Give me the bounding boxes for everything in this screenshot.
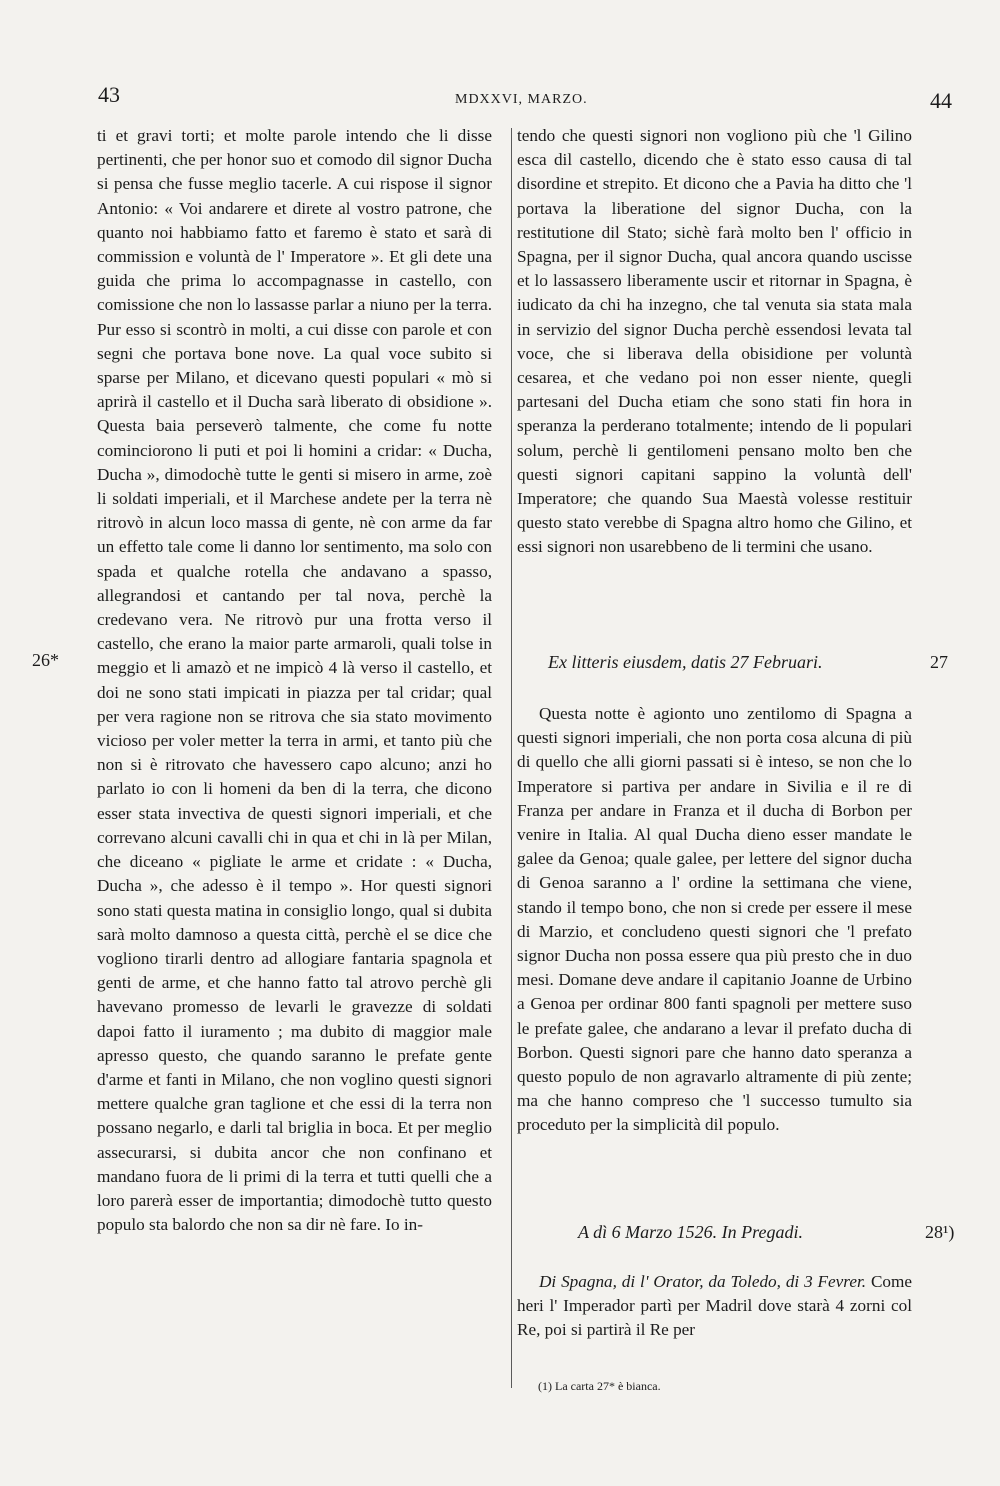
right-paragraph-3 xyxy=(517,1270,912,1343)
dispatch-text: Come heri l' Imperador partì per Madril dove starà 4 zorni col Re, poi si partirà il Re per xyxy=(517,1272,912,1340)
column-divider xyxy=(511,128,512,1388)
right-page-number: 44 xyxy=(930,88,952,113)
margin-mark-28: 28¹) xyxy=(925,1222,955,1242)
margin-mark-27: 27 xyxy=(930,652,948,672)
right-paragraph-1: tendo che questi signori non vogliono più che 'l Gilino esca dil castello, dicendo che è stato esso causa di tal disordine et strepito. Et dicono che a Pavia ha ditto che 'l portava la liberatione del signor Ducha, con la restitutione dil Stato; sichè farà molto ben l' officio in Spagna, per il signor Ducha, qual ancora quando uscisse et lo lassassero liberamente uscir et ritornar in Spagna, è iudicato da chi ha inzegno, che tal venuta sia stata mala in servizio del signor Ducha perchè essendosi levata tal voce, che si liberava della obisidione per voluntà cesarea, et che vedano poi non esser niente, quegli partesani del Ducha etiam che sono stati fin hora in speranza la perderano totalmente; intendo de li populari solum, perchè li gentilomeni pensano molto ben che questi signori capitani sappino la voluntà dell' Imperatore; che quando Sua Maestà volesse restituir questo stato verebbe di Spagna altro homo che Gilino, et essi signori non usarebbeno de li termini che usano. xyxy=(517,126,912,557)
left-column xyxy=(97,124,492,1237)
running-title: MDXXVI, MARZO. xyxy=(455,92,588,107)
margin-mark-26: 26* xyxy=(32,650,59,670)
footnote: (1) La carta 27* è bianca. xyxy=(538,1379,661,1393)
right-paragraph-2: Questa notte è agionto uno zentilomo di Spagna a questi signori imperiali, che non porta cosa alcuna di più di quello che alli giorni passati si è inteso, se non che lo Imperatore si partiva per andare in Sivilia e il re di Franza per andare in Franza et il ducha di Borbon per venire in Italia. Al qual Ducha dieno esser mandate le galee da Genoa; quale galee, per lettere del signor ducha di Genoa saranno a l' ordine la settimana che viene, stando il tempo bono, che non si crede per essere il mese di Marzio, et concludeno questi signori che 'l prefato signor Ducha non possa essere qua più presto che in duo mesi. Domane deve andare il capitanio Joanne de Urbino a Genoa per ordinar 800 fanti spagnoli per mettere suso le prefate galee, che andarano a levar il prefato ducha di Borbon. Questi signori pare che hanno dato speranza a questo populo de non agravarlo altramente di più zente; ma che hanno compreso che 'l successo tumulto sia proceduto per la simplicità dil populo. xyxy=(517,704,912,1135)
left-page-number: 43 xyxy=(98,82,120,107)
dispatch-source: Di Spagna, di l' Orator, da Toledo, di 3 Fevrer. xyxy=(539,1272,867,1291)
right-column-part-2 xyxy=(517,702,912,1138)
section-heading-1: Ex litteris eiusdem, datis 27 Februari. xyxy=(548,652,823,672)
right-column-part-1 xyxy=(517,124,912,560)
section-heading-2: A dì 6 Marzo 1526. In Pregadi. xyxy=(578,1222,803,1242)
left-column-text: ti et gravi torti; et molte parole intendo che li disse pertinenti, che per honor suo et comodo dil signor Ducha si pensa che fusse meglio tacerle. A cui rispose il signor Antonio: « Voi andarere et direte al vostro patrone, che quanto noi habbiamo fatto et faremo è stato et sarà di commission e voluntà de l' Imperatore ». Et gli dete una guida che prima lo accompagnasse in castello, con comissione che non lo lassasse parlar a niuno per la terra. Pur esso si scontrò in molti, a cui disse con parole et con segni che portava bone nove. La qual voce subito si sparse per Milano, et dicevano questi populari « mò si aprirà il castello et il Ducha sarà liberato di obsidione ». Questa baia perseverò talmente, che come fu notte cominciorono li puti et poi li homini a cridar: « Ducha, Ducha », dimodochè tutte le genti si misero in arme, zoè li soldati imperiali, et il Marchese andete per la terra nè ritrovò in alcun loco massa di gente, nè con arme da far un effetto tale come li danno lor sentimento, ma solo con spada et qualche rotella che andavano a spasso, allegrandosi et cantando per tal nova, perchè la credevano vera. Ne ritrovò pur una frotta verso il castello, che erano la maior parte armaroli, quali tolse in meggio et li amazò et ne impicò 4 là verso il castello, et doi ne sono stati impicati in piazza per tal cridar; qual per vera ragione non se ritrova che sia stato movimento vicioso per voler metter la terra in armi, et tanto più che non si è ritrovato che havessero capo alcuno; anzi ho parlato io con li homeni da ben di la terra, che dicono esser stata invectiva de questi signori imperiali, et che correvano alcuni cavalli chi in qua et chi in là per Milan, che diceano « pigliate le arme et cridate : « Ducha, Ducha », che adesso è il tempo ». Hor questi signori sono stati questa matina in consiglio longo, qual si dubita sarà molto damnoso a questa città, perchè el se dice che vogliono tirarli dentro ad allogiare fantaria spagnola et genti de arme, et che hanno fatto tal atrovo perchè gli havevano promesso de levarli le gravezze di soldati dapoi fatto il iuramento ; ma dubito di maggior male apresso questo, che quando saranno le prefate gente d'arme et fanti in Milano, che non voglino questi signori mettere qualche gran taglione et che essi di la terra non possano negarlo, e darli tal briglia in boca. Et per meglio assecurarsi, si dubita ancor che non confinano et mandano fuora de li primi di la terra et tutti quelli che a loro parerà esser de importantia; dimodochè tutto questo populo sta balordo che non sa dir nè fare. Io in- xyxy=(97,126,492,1235)
